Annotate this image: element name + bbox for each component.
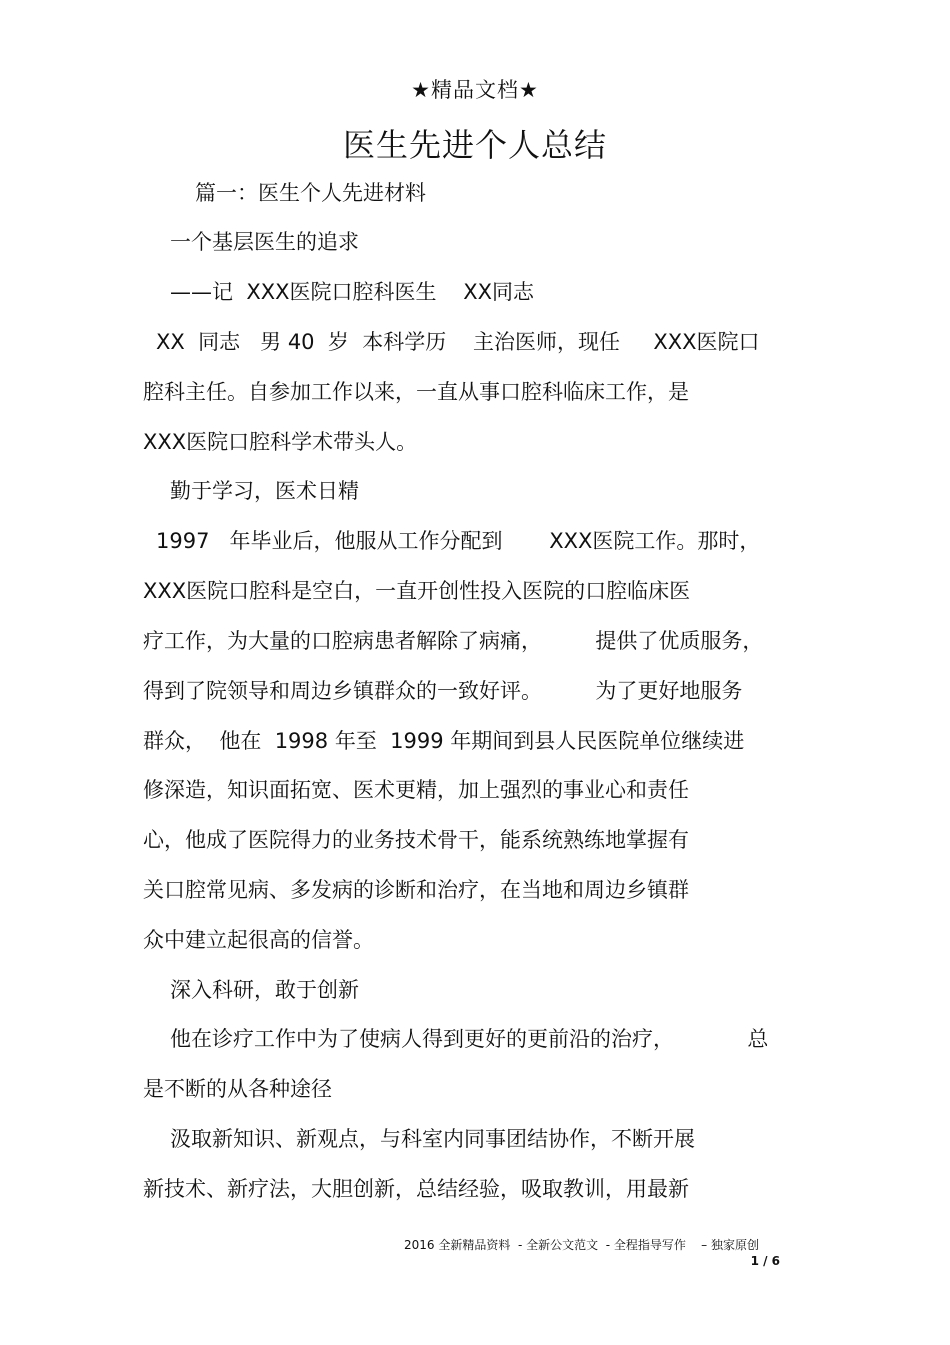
section-heading: 深入科研，敢于创新 (170, 978, 359, 1002)
text-line: 一个基层医生的追求 (170, 230, 359, 254)
footer-text: 2016 全新精品资料 - 全新公文范文 - 全程指导写作 – 独家原创 (404, 1238, 759, 1252)
text-line: XXX医院口腔科学术带头人。 (143, 430, 418, 454)
text-line: 群众， 他在 1998 年至 1999 年期间到县人民医院单位继续进 (143, 729, 745, 753)
section-heading: 勤于学习，医术日精 (170, 479, 359, 503)
text-line: 腔科主任。自参加工作以来，一直从事口腔科临床工作，是 (143, 380, 689, 404)
text-line: 汲取新知识、新观点，与科室内同事团结协作，不断开展 (170, 1127, 695, 1151)
text-line: 是不断的从各种途径 (143, 1077, 332, 1101)
text-line: ——记 XXX医院口腔科医生 XX同志 (170, 280, 534, 304)
text-line: 心，他成了医院得力的业务技术骨干，能系统熟练地掌握有 (143, 828, 689, 852)
text-line: 众中建立起很高的信誉。 (143, 928, 374, 952)
header-mark: ★精品文档★ (411, 78, 539, 102)
subtitle-line: 篇一：医生个人先进材料 (195, 181, 426, 205)
text-line: 1997 年毕业后，他服从工作分配到 XXX医院工作。那时， (156, 529, 761, 553)
text-line: 修深造，知识面拓宽、医术更精，加上强烈的事业心和责任 (143, 778, 689, 802)
text-line: 他在诊疗工作中为了使病人得到更好的更前沿的治疗， 总 (170, 1027, 769, 1051)
text-line: 得到了院领导和周边乡镇群众的一致好评。 为了更好地服务 (143, 679, 743, 703)
text-line: XX 同志 男 40 岁 本科学历 主治医师，现任 XXX医院口 (156, 330, 760, 354)
document-title: 医生先进个人总结 (342, 126, 607, 164)
text-line: XXX医院口腔科是空白，一直开创性投入医院的口腔临床医 (143, 579, 691, 603)
text-line: 新技术、新疗法，大胆创新，总结经验，吸取教训，用最新 (143, 1177, 689, 1201)
text-line: 疗工作，为大量的口腔病患者解除了病痛， 提供了优质服务， (143, 629, 764, 653)
text-line: 关口腔常见病、多发病的诊断和治疗，在当地和周边乡镇群 (143, 878, 689, 902)
page-number: 1 / 6 (750, 1254, 780, 1268)
